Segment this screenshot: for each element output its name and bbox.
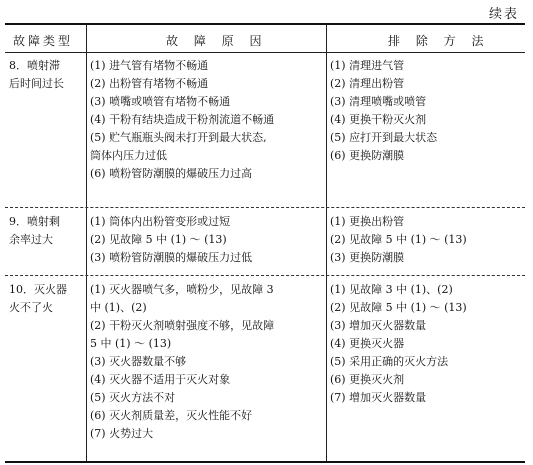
cause-line: (4) 干粉有结块造成干粉剂流道不畅通	[90, 113, 275, 126]
section-divider	[5, 275, 525, 276]
header-cause: 故 障 原 因	[166, 34, 268, 48]
fix-line: (3) 增加灭火器数量	[330, 319, 427, 332]
fix-line: (4) 更换灭火器	[330, 337, 405, 350]
fault-type-line: 9．喷射剩	[9, 215, 60, 228]
fix-cell	[330, 57, 522, 165]
cause-line: (7) 火势过大	[90, 427, 154, 440]
fault-type-line: 8．喷射滞	[9, 59, 60, 72]
fix-cell	[330, 213, 522, 267]
cause-line: (6) 灭火剂质量差，灭火性能不好	[90, 409, 253, 422]
fix-line: (1) 更换出粉管	[330, 215, 405, 228]
cause-cell	[90, 57, 323, 183]
fix-line: (2) 见故障 5 中 (1) ～ (13)	[330, 233, 467, 246]
cause-line: 筒体内压力过低	[90, 149, 167, 162]
fix-line: (7) 增加灭火器数量	[330, 391, 427, 404]
cause-line: (2) 见故障 5 中 (1) ～ (13)	[90, 233, 227, 246]
fix-line: (3) 清理喷嘴或喷管	[330, 95, 427, 108]
cause-line: (2) 出粉管有堵物不畅通	[90, 77, 209, 90]
fix-line: (5) 应打开到最大状态	[330, 131, 438, 144]
column-divider	[86, 25, 87, 461]
cause-cell	[90, 213, 323, 267]
fix-line: (1) 清理进气管	[330, 59, 405, 72]
section-divider	[5, 207, 525, 208]
cause-line: (3) 灭火器数量不够	[90, 355, 187, 368]
fault-type-line: 后时间过长	[9, 77, 64, 90]
cause-line: (5) 贮气瓶瓶头阀未打开到最大状态,	[90, 131, 267, 144]
fix-line: (4) 更换干粉灭火剂	[330, 113, 427, 126]
header-fix: 排 除 方 法	[388, 34, 490, 48]
fault-type-cell	[9, 57, 83, 93]
cause-line: 5 中 (1) ～ (13)	[90, 337, 172, 350]
fault-table	[5, 23, 525, 463]
cause-line: (6) 喷粉管防潮膜的爆破压力过高	[90, 167, 253, 180]
header-fault-type: 故障类型	[13, 34, 74, 48]
fault-type-line: 余率过大	[9, 233, 53, 246]
fix-line: (2) 见故障 5 中 (1) ～ (13)	[330, 301, 467, 314]
cause-line: (1) 灭火器喷气多，喷粉少，见故障 3	[90, 283, 274, 296]
fault-type-cell	[9, 213, 83, 249]
fix-line: (6) 更换灭火剂	[330, 373, 405, 386]
fault-type-cell	[9, 281, 83, 317]
fix-line: (5) 采用正确的灭火方法	[330, 355, 449, 368]
fault-type-line: 10．灭火器	[9, 283, 67, 296]
header-rule	[5, 52, 525, 53]
fault-type-line: 火不了火	[9, 301, 53, 314]
column-divider	[326, 25, 327, 461]
cause-line: (3) 喷粉管防潮膜的爆破压力过低	[90, 251, 253, 264]
cause-line: (1) 筒体内出粉管变形或过短	[90, 215, 231, 228]
cause-line: 中 (1)、(2)	[90, 301, 147, 314]
fix-line: (6) 更换防潮膜	[330, 149, 405, 162]
cause-cell	[90, 281, 323, 443]
cause-line: (2) 干粉灭火剂喷射强度不够，见故障	[90, 319, 275, 332]
cause-line: (4) 灭火器不适用于灭火对象	[90, 373, 231, 386]
cause-line: (5) 灭火方法不对	[90, 391, 176, 404]
fix-cell	[330, 281, 522, 407]
cause-line: (3) 喷嘴或喷管有堵物不畅通	[90, 95, 231, 108]
fix-line: (1) 见故障 3 中 (1)、(2)	[330, 283, 453, 296]
fix-line: (2) 清理出粉管	[330, 77, 405, 90]
cause-line: (1) 进气管有堵物不畅通	[90, 59, 209, 72]
fix-line: (3) 更换防潮膜	[330, 251, 405, 264]
continued-label: 续表	[488, 7, 519, 22]
